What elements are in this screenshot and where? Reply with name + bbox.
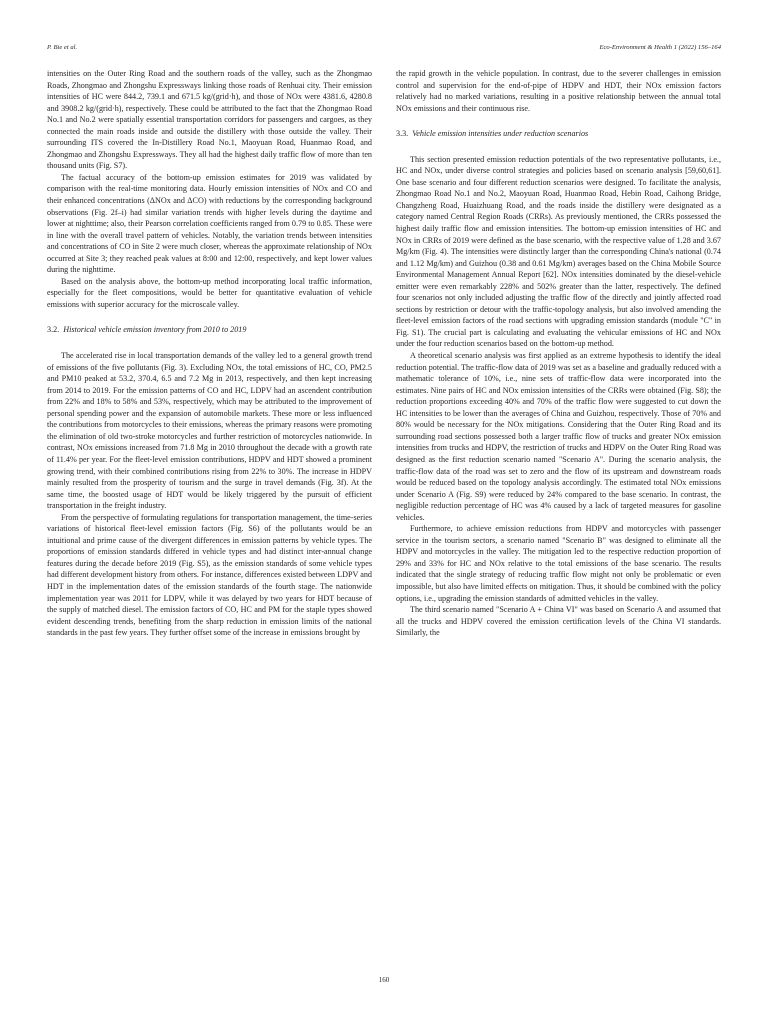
section-title: Historical vehicle emission inventory from 2010 to 2019 [63,325,247,335]
paragraph: From the perspective of formulating regulations for transportation management, the time-series variations of historical fleet-level emission factors (Fig. S6) of the pollutants would be an intuitional and prime cause of the divergent differences in emission patterns by vehicle types. The proportions of emission standards differed in vehicle types and had distinct inter-annual change features during the decade before 2019 (Fig. S5), as the emission standards of some vehicle types had different development history from others. For instance, differences existed between LDPV and HDT in the implementation dates of the emission standards of the fourth stage. The nationwide implementation year was 2011 for LDPV, while it was delayed by two years for HDT because of the supply of matched diesel. The emission factors of CO, HC and PM for the staple types showed evident descending trends, benefiting from the sharp reduction in emission limits of the national standards in the past few years. They further offset some of the increase in emissions brought by [47,512,372,638]
paragraph: Furthermore, to achieve emission reductions from HDPV and motorcycles with passenger service in the tourism sectors, a scenario named "Scenario B" was designed to eliminate all the HDPV and motorcycles in the valley. The mitigation led to the respective reduction proportion of 29% and 33% for HC and NOx relative to the total emissions of the base scenario. The results indicated that the single strategy of reducing traffic flow might not only be problematic or even impossible, but also have limited effects on mitigation. Thus, it should be combined with the policy options, i.e., upgrading the emission standards of admitted vehicles in the valley. [396,524,721,603]
left-column [47,68,372,639]
paragraph: The accelerated rise in local transportation demands of the valley led to a general growth trend of emissions of the five pollutants (Fig. 3). Excluding NOx, the total emissions of HC, CO, PM2.5 and PM10 peaked at 53.2, 370.4, 6.5 and 7.2 Mg in 2013, respectively, and then kept increasing from 2014 to 2019. For the emission patterns of CO and HC, LDPV had an ascendent contribution from 22% and 18% to 58% and 53%, respectively, which may be attributed to the improvement of personal spending power and the expansion of automobile markets. These more or less influenced the contributions from motorcycles to their emissions, whereas the primary reasons were promoting the elimination of old two-stroke motorcycles and further restriction of motorcycles nationwide. In contrast, NOx emissions increased from 71.8 Mg in 2010 throughout the decade with a growth rate of 11.4% per year. For the fleet-level emission contributions, HDPV and HDT showed a prominent growing trend, with their combined contributions rising from 22% to 30%. The increase in HDPV mainly resulted from the prosperity of tourism and the surge in travel demands (Fig. 3f). At the same time, the boosted usage of HDT would be likely triggered by the pursuit of efficient transportation in the freight industry. [47,351,372,511]
running-header-authors: P. Bie et al. [47,44,78,51]
section-heading [396,128,721,140]
page-number: 160 [378,976,390,984]
section-title: Vehicle emission intensities under reduction scenarios [412,129,589,139]
section-heading [47,324,372,336]
running-header-journal: Eco-Environment & Health 1 (2022) 156–164 [599,44,721,51]
paragraph: The factual accuracy of the bottom-up emission estimates for 2019 was validated by comparison with the real-time monitoring data. Hourly emission intensities of NOx and CO and their enhanced concentrations (ΔNOx and ΔCO) with reductions by the corresponding background observations (Fig. 2f–i) had similar variation trends with higher levels during the daytime and lower at nighttime; also, their Pearson correlation coefficients ranged from 0.79 to 0.85. These were in line with the overall travel pattern of vehicles. Notably, the variation trends between intensities and concentrations of CO in Site 2 were much closer, whereas the approximate relationship of NOx occurred at Site 3; they reached peak values at 8:00 and 12:00, respectively, and kept lower values during the nighttime. [47,172,372,275]
right-column [396,68,721,639]
paragraph: Based on the analysis above, the bottom-up method incorporating local traffic information, especially for the fleet compositions, would be better for quantitative evaluation of vehicle emissions with superior accuracy for the microscale valley. [47,276,372,309]
paragraph: The third scenario named "Scenario A + China VI" was based on Scenario A and assumed that all the trucks and HDPV covered the emission certification levels of the China VI standards. Similarly, the [396,605,721,638]
paragraph: the rapid growth in the vehicle population. In contrast, due to the severer challenges in emission control and supervision for the end-of-pipe of HDPV and HDT, their NOx emission factors relatively had no marked variations, resulting in a positive relationship between the annual total NOx emissions and their continuous rise. [396,69,721,113]
paragraph: This section presented emission reduction potentials of the two representative pollutants, i.e., HC and NOx, under diverse control strategies and policies based on scenario analysis [59,60,61]. One base scenario and four different reduction scenarios were designed. To facilitate the analysis, Zhongmao Road No.1 and No.2, Maoyuan Road, Huanmao Road, Hebin Road, Caihong Bridge, Changzheng Road, Huaizhuang Road, and the roads inside the distillery were designated as a category named Central Region Roads (CRRs). As previously mentioned, the CRRs possessed the highest daily traffic flow and emission intensities. The bottom-up emission intensities of HC and NOx in CRRs of 2019 were defined as the base scenario, with the respective value of 1.28 and 3.67 Mg/km (Fig. 4). The intensities were distinctly larger than the corresponding China's national (0.74 and 1.12 Mg/km) and Guizhou (0.38 and 0.61 Mg/km) averages based on the China Mobile Source Environmental Management Annual Report [62]. NOx intensities dominated by the diesel-vehicle emitter were even remarkably 228% and 502% greater than the latter, respectively. The defined four scenarios not only included adjusting the traffic flow of the directly and jointly affected road sections by restriction or detour with the traffic-topology analysis, but also involved amending the fleet-level emission factors of the road sections with upgrading emission standards (module "C" in Fig. S1). The crucial part is calculating and evaluating the vehicular emissions of HC and NOx under the four reduction scenarios based on the bottom-up method. [396,154,721,349]
paragraph: intensities on the Outer Ring Road and the southern roads of the valley, such as the Zhongmao Roads, Zhongmao and Zhongshu Expressways linking those roads of Renhuai city. Their emission intensities of HC were 844.2, 739.1 and 671.5 kg/(grid·h), and those of NOx were 4381.6, 4280.8 and 3908.2 kg/(grid·h), respectively. These could be attributed to the fact that the Zhongmao Road No.1 and No.2 were spatially essential transportation corridors for passengers and cargoes, as they connected the main roads inside and outside the distillery with those outside the valley. Their surrounding ITS covered the In-Distillery Road No.1, Maoyuan Road, Huanmao Road, and Zhongmao and Zhongshu Expressways. They all had the highest daily traffic flow of more than ten thousand units (Fig. S7). [47,69,372,171]
section-number: 3.2. [47,325,60,335]
section-number: 3.3. [396,129,409,139]
paragraph: A theoretical scenario analysis was first applied as an extreme hypothesis to identify the ideal reduction potential. The traffic-flow data of 2019 was set as a baseline and gradually reduced with a mathematic tolerance of 10%, i.e., nine sets of traffic-flow data were incorporated into the estimates. Nine pairs of HC and NOx emission intensities of the CRRs were obtained (Fig. S8); the reduction proportions exceeding 40% and 70% of the traffic flow were suggested to cut down the HC intensities to be lower than the averages of China and Guizhou, respectively. Those of 70% and 80% would be necessary for the NOx mitigations. Considering that the Outer Ring Road and its surrounding road sections possessed both a larger traffic flow of trucks and greater NOx emission intensities from trucks and HDPV, the restriction of trucks and HDPV on the Outer Ring Road was designed as the first reduction scenario named "Scenario A". During the scenario analysis, the traffic-flow data of the road was set to zero and the flow of its upstream and downstream roads would be reduced based on the topology analysis accordingly. The estimated total NOx emissions under Scenario A (Fig. S9) were reduced by 24% compared to the base scenario. In contrast, the negligible reduction percentage of HC was 4% caused by a lack of targeted measures for gasoline vehicles. [396,351,721,522]
